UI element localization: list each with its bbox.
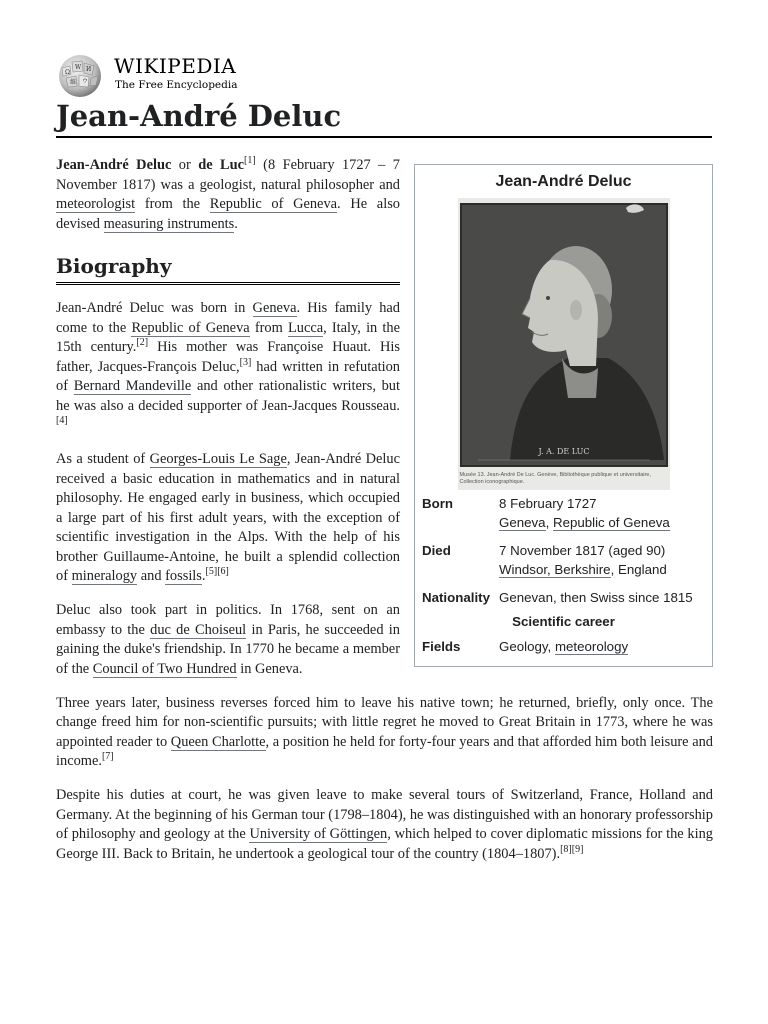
fields-value [499,637,706,657]
section-heading-biography: Biography [56,252,400,285]
nationality-label: Nationality [422,589,490,605]
link-duc-de-choiseul[interactable]: duc de Choiseul [150,621,247,638]
reference-8[interactable]: [8] [560,843,572,855]
link-georges-louis-le-sage[interactable]: Georges-Louis Le Sage [149,451,287,467]
portrait-caption: Musée 13. Jean-André De Luc. Genève, Bibliothèque publique et universitaire, Collection iconographique. [459,471,651,485]
fields-label: Fields [422,638,461,654]
bio4-text-1: Three years later, business reverses forced him to leave his native town; he returned, briefly, only once. The change freed him for non-scientific pursuits; with little regret he moved to Great Britain in 1773, where he was appointed reader to [56,694,713,750]
bio3-text-2: in Paris, he succeeded in gaining the duke's friendship. In 1770 he became a member of the [56,621,400,677]
svg-text:W: W [75,64,82,71]
intro-text-2: from the [135,196,210,212]
reference-3[interactable]: [3] [239,356,252,368]
bio3-text-3: in Geneva. [236,660,303,677]
page-title: Jean-André Deluc [56,98,712,138]
link-university-of-gottingen[interactable]: University of Göttingen [249,826,388,842]
infobox-row-nationality [415,586,712,610]
born-label: Born [422,495,454,511]
born-data [499,494,706,533]
bio1-text-2: . His family had come to the [56,300,400,336]
infobox-row-born [415,492,712,535]
portrait-engraving [458,198,670,490]
bio1-text-1: Jean-André Deluc was born in [56,300,253,316]
scientific-career-header: Scientific career [512,614,615,629]
article-content [56,156,713,879]
reference-2[interactable]: [2] [136,337,149,348]
intro-text-or: or [171,157,199,173]
fields-text: Geology, [499,638,555,654]
infobox [414,164,713,667]
wikipedia-logo[interactable] [56,54,238,94]
wikipedia-tagline: The Free Encyclopedia [115,79,238,91]
link-republic-of-geneva-birthplace[interactable]: Republic of Geneva [552,515,670,530]
subject-alt-name: de Luc [198,157,245,173]
bio5-text-2: , which helped to cover diplomatic missions for the king George III. Back to Britain, he undertook a geological tour of the country (1804–1807). [56,826,713,862]
bio1-text-5: His mother was Françoise Huaut. His father, Jacques-François Deluc, [56,339,400,375]
svg-text:ウ: ウ [82,78,89,85]
link-lucca[interactable]: Lucca [287,319,324,336]
link-council-of-two-hundred[interactable]: Council of Two Hundred [92,660,237,677]
bio5-text-1: Despite his duties at court, he was given leave to make several tours of Switzerland, France, Holland and Germany. At the beginning of his German tour (1798–1804), he was distinguished with an honorary professorship of philosophy and geology at the [56,787,713,842]
reference-7[interactable]: [7] [101,751,114,762]
link-geneva[interactable]: Geneva [252,300,297,316]
link-fossils[interactable]: fossils [165,568,202,584]
wikipedia-wordmark: WIKIPEDIA [114,54,237,78]
link-republic-of-geneva-2[interactable]: Republic of Geneva [131,319,250,336]
link-measuring-instruments[interactable]: measuring instruments [103,215,235,232]
bio2-text-3: and [137,568,166,584]
born-place-separator: , [545,515,553,530]
bio4-text-2: , a position he held for forty-four years and that afforded him both leisure and income. [56,733,713,769]
svg-text:維: 維 [70,79,77,86]
bio1-text-6: had written in refutation of [56,358,400,394]
died-data [499,541,706,580]
portrait-image[interactable] [458,198,670,490]
biography-paragraph-4 [56,694,713,772]
infobox-row-died [415,539,712,582]
infobox-title: Jean-André Deluc [495,173,632,190]
link-windsor-berkshire[interactable]: Windsor, Berkshire [499,562,611,577]
link-queen-charlotte[interactable]: Queen Charlotte [170,733,266,750]
link-meteorologist[interactable]: meteorologist [56,196,136,212]
born-date: 8 February 1727 [499,495,597,511]
link-meteorology-field[interactable]: meteorology [554,638,629,654]
svg-text:Ω: Ω [65,69,70,76]
infobox-row-fields [415,635,712,659]
reference-1[interactable]: [1] [244,155,256,166]
died-place-rest: , England [610,562,667,577]
intro-text-1: (8 February 1727 – 7 November 1817) was a geologist, natural philosopher and [56,157,400,193]
bio3-text-1: Deluc also took part in politics. In 1768, sent on an embassy to the [56,602,400,638]
died-date: 7 November 1817 (aged 90) [499,542,666,558]
wikipedia-globe-icon [56,54,104,98]
biography-paragraph-5 [56,786,713,864]
bio2-text-1: As a student of [56,451,150,467]
died-label: Died [422,542,451,558]
bio2-text-2: , Jean-André Deluc received a basic education in mathematics and in natural philosophy. He engaged early in business, which occupied a large part of his first adult years, with the exception of scientific investigation in the Alps. With the help of his brother Guillaume-Antoine, he built a splendid collection of [56,451,401,584]
portrait-inscription: J. A. DE LUC [537,446,590,456]
nationality-value: Genevan, then Swiss since 1815 [499,589,693,605]
reference-9[interactable]: [9] [571,843,584,855]
bio1-text-4: , Italy, in the 15th century. [56,319,401,355]
subject-name: Jean-André Deluc [56,157,172,173]
reference-4[interactable]: [4] [56,415,68,426]
link-mineralogy[interactable]: mineralogy [71,568,138,584]
link-bernard-mandeville[interactable]: Bernard Mandeville [73,378,192,394]
reference-5[interactable]: [5] [205,566,218,577]
reference-6[interactable]: [6] [217,566,229,577]
bio1-text-7: and other rationalistic writers, but he was also a decided supporter of Jean-Jacques Rousseau. [56,378,400,414]
intro-text-3: . He also devised [56,196,400,232]
bio1-text-3: from [249,319,288,336]
svg-text:И: И [86,66,92,73]
link-geneva-birthplace[interactable]: Geneva [499,515,546,530]
link-republic-of-geneva[interactable]: Republic of Geneva [209,196,338,212]
intro-text-4: . [234,215,238,232]
bio2-text-4: . [201,568,206,584]
